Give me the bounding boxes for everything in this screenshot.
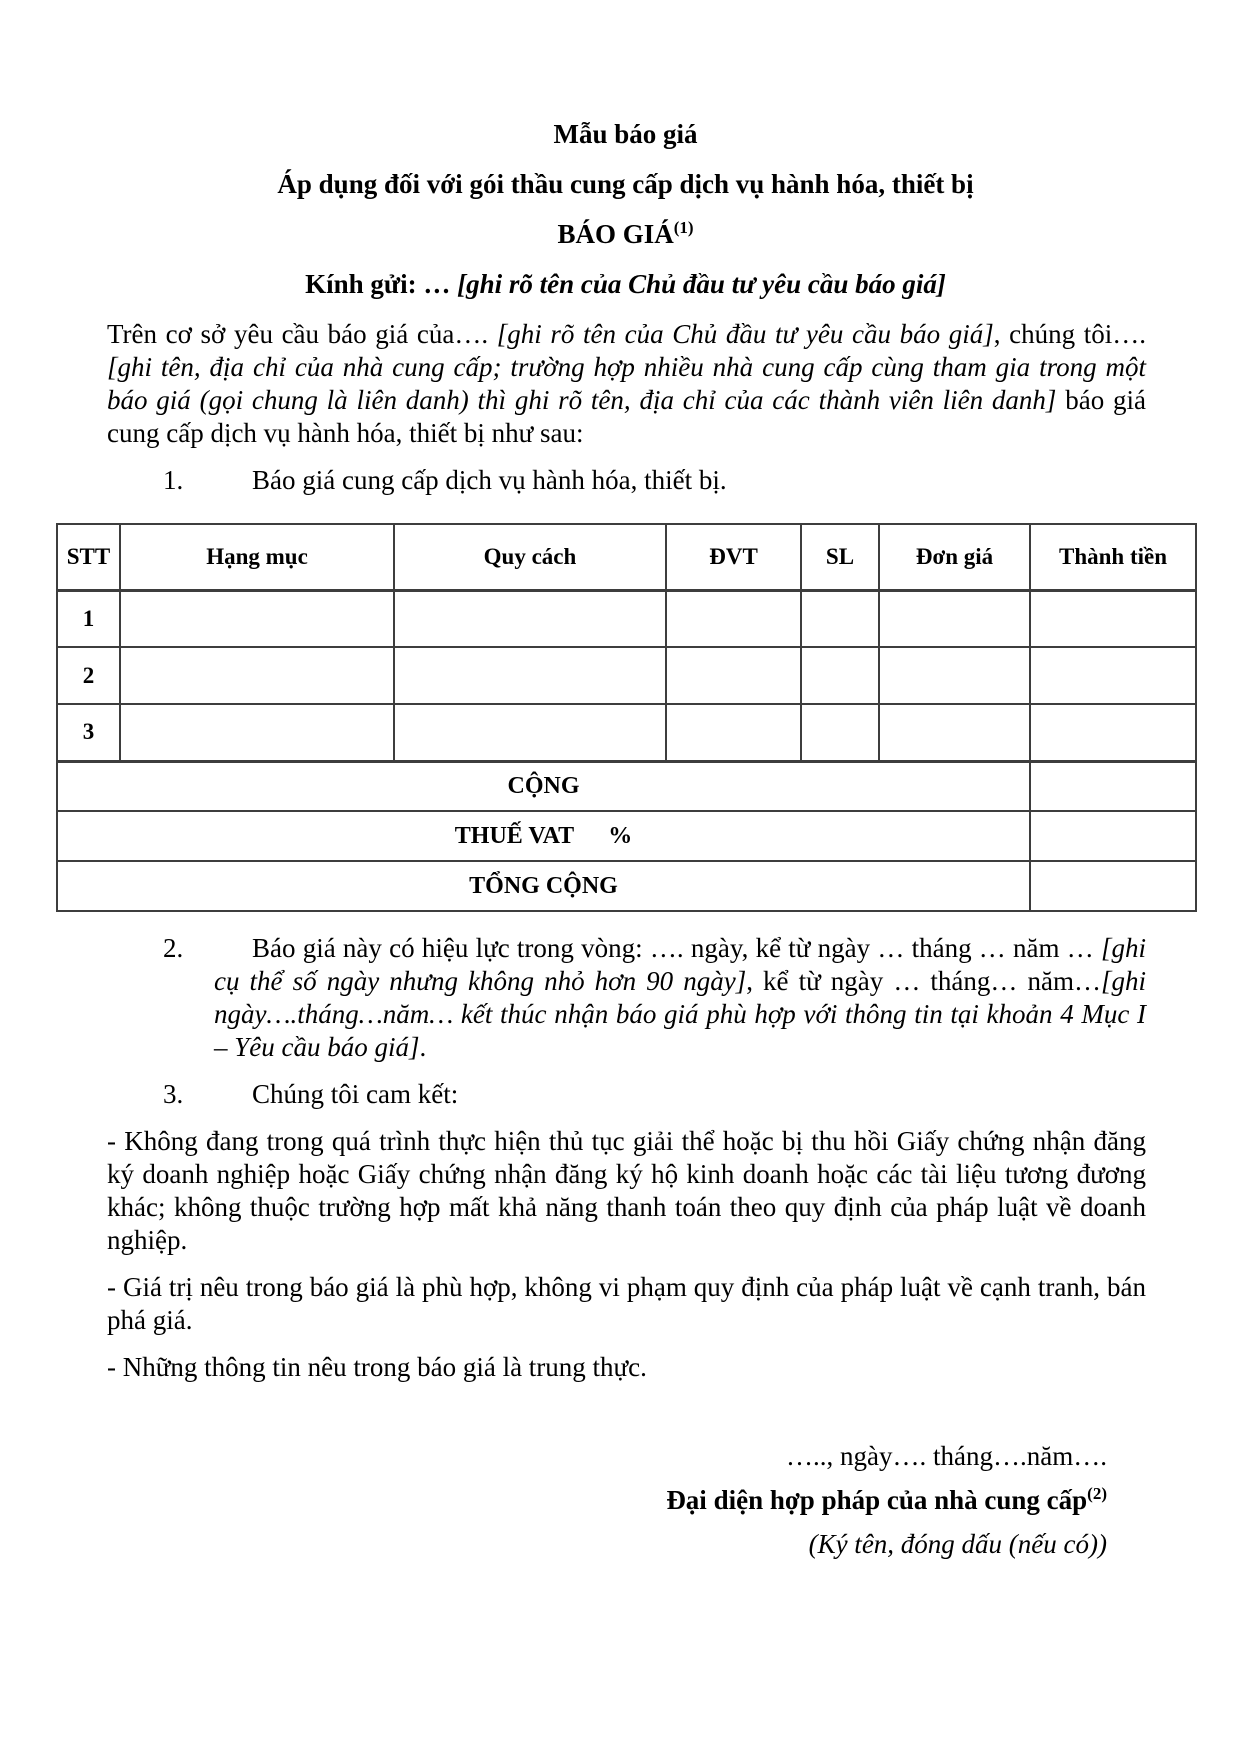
doc-title-line-1 — [56, 118, 1195, 151]
item-3-text: Chúng tôi cam kết: — [252, 1079, 459, 1109]
cell-dvt-3 — [666, 704, 801, 761]
intro-seg-2: , chúng tôi…. — [993, 319, 1146, 349]
vat-percent-sign: % — [608, 822, 633, 849]
intro-placeholder-2: [ghi tên, địa chỉ của nhà cung cấp; trường hợp nhiều nhà cung cấp cùng tham gia trong một báo giá (gọi chung là liên danh) thì ghi rõ tên, địa chỉ của các thành viên liên danh] — [107, 352, 1146, 415]
representative-title: Đại diện hợp pháp của nhà cung cấp — [666, 1485, 1088, 1515]
subtotal-label: CỘNG — [57, 761, 1030, 811]
cell-don-gia-1 — [879, 590, 1030, 647]
intro-placeholder-1: [ghi rõ tên của Chủ đầu tư yêu cầu báo giá] — [496, 319, 994, 349]
salutation-prefix: Kính gửi: … — [305, 269, 458, 299]
vat-amount-cell — [1030, 811, 1196, 861]
table-row — [57, 647, 1196, 704]
numbered-item-3 — [163, 1078, 1146, 1111]
cell-sl-2 — [801, 647, 879, 704]
doc-title-line-3 — [56, 218, 1195, 251]
doc-title-line-2 — [56, 168, 1195, 201]
cell-thanh-tien-2 — [1030, 647, 1196, 704]
vat-label-cell — [57, 811, 1030, 861]
grand-total-amount-cell — [1030, 861, 1196, 911]
col-header-stt: STT — [57, 524, 120, 590]
subtotal-row — [57, 761, 1196, 811]
item-2-seg-3: . — [419, 1032, 427, 1062]
col-header-dvt: ĐVT — [666, 524, 801, 590]
intro-seg-1: Trên cơ sở yêu cầu báo giá của…. — [107, 319, 497, 349]
vat-label: THUẾ VAT — [454, 822, 575, 849]
numbered-item-1 — [163, 464, 1146, 497]
cell-dvt-2 — [666, 647, 801, 704]
table-row — [57, 590, 1196, 647]
commitment-paragraph-2: - Giá trị nêu trong báo giá là phù hợp, không vi phạm quy định của pháp luật về cạnh tranh, bán phá giá. — [107, 1272, 1146, 1335]
footnote-ref-1: (1) — [673, 218, 694, 237]
footnote-ref-2: (2) — [1087, 1484, 1107, 1503]
cell-hang-muc-2 — [120, 647, 394, 704]
item-1-number: 1. — [163, 465, 184, 495]
numbered-item-2 — [163, 932, 1146, 1064]
doc-form-name: Mẫu báo giá — [553, 119, 698, 149]
table-header-row — [57, 524, 1196, 590]
commitment-paragraph-3: - Những thông tin nêu trong báo giá là trung thực. — [107, 1352, 647, 1382]
item-2-placeholder-1: [ghi cụ thể số ngày nhưng không nhỏ hơn 90 ngày] — [214, 933, 1146, 996]
salutation-line — [56, 268, 1195, 301]
grand-total-row — [57, 861, 1196, 911]
col-header-thanh-tien: Thành tiền — [1030, 524, 1196, 590]
signature-block — [56, 1440, 1107, 1561]
doc-scope-line: Áp dụng đối với gói thầu cung cấp dịch vụ hành hóa, thiết bị — [277, 169, 974, 199]
item-2-placeholder-2: [ghi ngày….tháng…năm… kết thúc nhận báo giá phù hợp với thông tin tại khoản 4 Mục I – Yêu cầu báo giá] — [214, 966, 1146, 1062]
cell-sl-3 — [801, 704, 879, 761]
item-2-seg-1: Báo giá này có hiệu lực trong vòng: …. ngày, kể từ ngày … tháng … năm … — [252, 933, 1101, 963]
doc-main-title: BÁO GIÁ — [557, 219, 674, 249]
cell-thanh-tien-3 — [1030, 704, 1196, 761]
intro-seg-3: báo giá cung cấp dịch vụ hành hóa, thiết bị như sau: — [107, 385, 1146, 448]
col-header-sl: SL — [801, 524, 879, 590]
col-header-quy-cach: Quy cách — [394, 524, 666, 590]
item-1-text: Báo giá cung cấp dịch vụ hành hóa, thiết bị. — [252, 465, 727, 495]
cell-quy-cach-2 — [394, 647, 666, 704]
cell-quy-cach-1 — [394, 590, 666, 647]
row-index: 1 — [57, 590, 120, 647]
item-2-seg-2: , kể từ ngày … tháng… năm… — [746, 966, 1101, 996]
cell-quy-cach-3 — [394, 704, 666, 761]
cell-thanh-tien-1 — [1030, 590, 1196, 647]
vat-row — [57, 811, 1196, 861]
cell-sl-1 — [801, 590, 879, 647]
signature-dateline: ….., ngày…. tháng….năm…. — [786, 1441, 1107, 1471]
cell-don-gia-3 — [879, 704, 1030, 761]
quote-table — [56, 523, 1197, 912]
cell-don-gia-2 — [879, 647, 1030, 704]
cell-hang-muc-1 — [120, 590, 394, 647]
signature-representative — [56, 1484, 1107, 1517]
row-index: 2 — [57, 647, 120, 704]
cell-hang-muc-3 — [120, 704, 394, 761]
cell-dvt-1 — [666, 590, 801, 647]
commitment-paragraph-1: - Không đang trong quá trình thực hiện thủ tục giải thể hoặc bị thu hồi Giấy chứng nhận đăng ký doanh nghiệp hoặc Giấy chứng nhận đăng ký hộ kinh doanh hoặc các tài liệu tương đương khác; không thuộc trường hợp mất khả năng thanh toán theo quy định của pháp luật về doanh nghiệp. — [107, 1126, 1146, 1255]
signature-note: (Ký tên, đóng dấu (nếu có)) — [808, 1529, 1107, 1559]
grand-total-label: TỔNG CỘNG — [57, 861, 1030, 911]
intro-paragraph — [107, 318, 1146, 450]
table-row — [57, 704, 1196, 761]
salutation-placeholder: [ghi rõ tên của Chủ đầu tư yêu cầu báo giá] — [457, 269, 946, 299]
subtotal-amount-cell — [1030, 761, 1196, 811]
item-2-number: 2. — [163, 933, 184, 963]
item-3-number: 3. — [163, 1079, 184, 1109]
col-header-hang-muc: Hạng mục — [120, 524, 394, 590]
row-index: 3 — [57, 704, 120, 761]
col-header-don-gia: Đơn giá — [879, 524, 1030, 590]
